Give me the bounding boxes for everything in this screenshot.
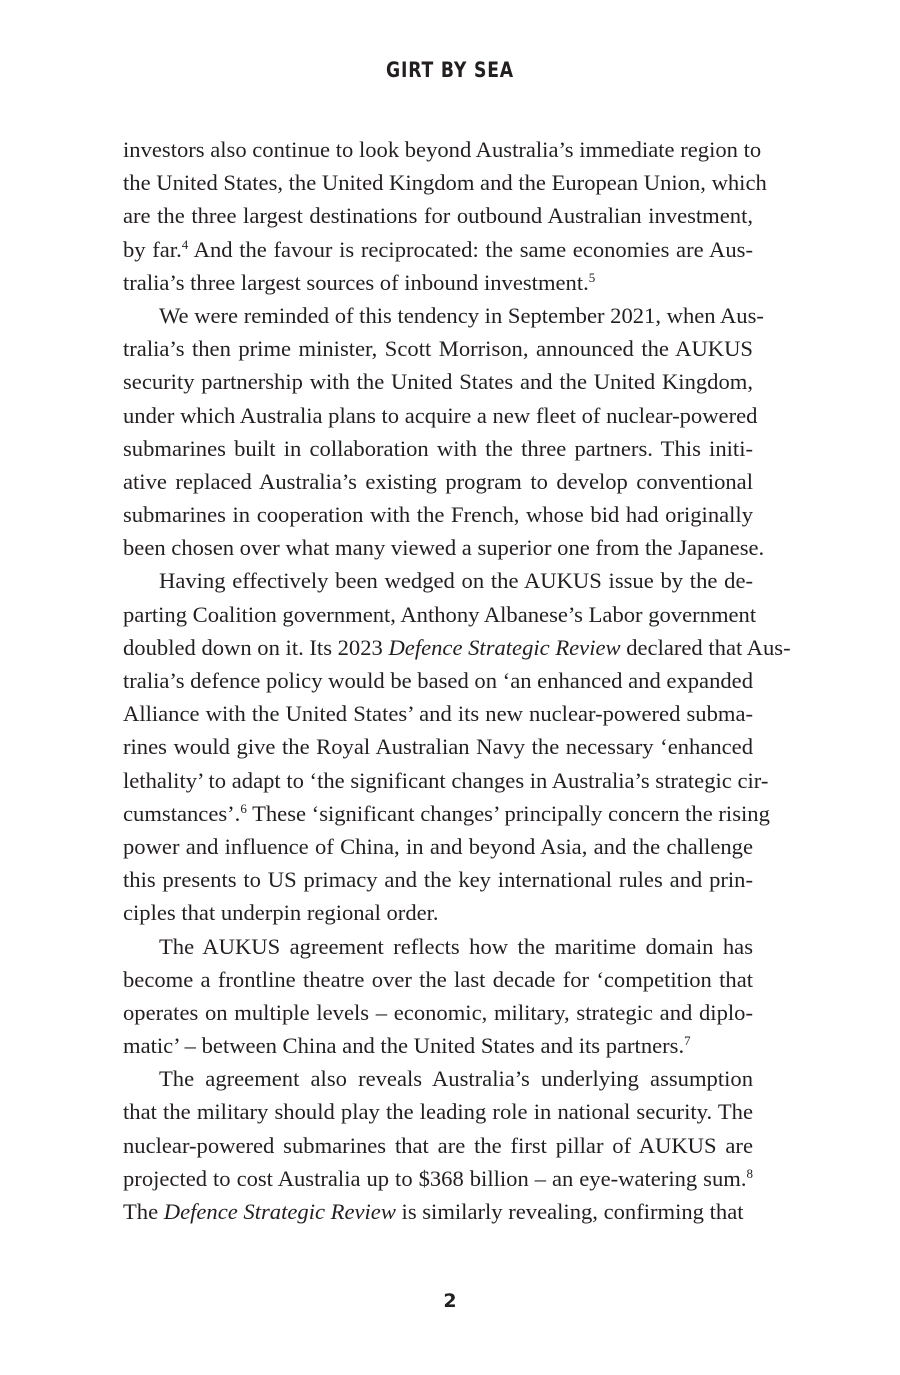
text-line: rines would give the Royal Australian Navy the necessary ‘enhanced <box>123 734 753 760</box>
footnote-marker: 6 <box>240 800 247 816</box>
text-line: the United States, the United Kingdom and the European Union, which <box>123 170 767 196</box>
text-line: projected to cost Australia up to $368 billion – an eye-watering sum.$^8$ <box>123 1165 753 1191</box>
footnote-marker: 5 <box>588 269 596 285</box>
paragraph <box>123 299 765 565</box>
text-line: matic’ – between China and the United States and its partners.$^7$ <box>123 1033 691 1059</box>
text-line: investors also continue to look beyond Australia’s immediate region to <box>123 137 762 162</box>
body-text <box>123 133 791 1228</box>
footnote-marker: 4 <box>181 236 189 252</box>
text-line: The Defence Strategic Review is similarly revealing, confirming that <box>123 1199 744 1224</box>
text-line: become a frontline theatre over the last decade for ‘competition that <box>123 966 753 992</box>
text-line: The AUKUS agreement reflects how the maritime domain has <box>159 933 753 959</box>
text-line: tralia’s three largest sources of inbound investment.$^5$ <box>123 269 596 295</box>
text-line: operates on multiple levels – economic, military, strategic and diplo- <box>123 999 753 1025</box>
text-line: submarines in cooperation with the French, whose bid had originally <box>123 502 753 528</box>
text-line: ciples that underpin regional order. <box>123 900 439 926</box>
text-line: submarines built in collaboration with the three partners. This initi- <box>123 435 753 461</box>
footnote-marker: 7 <box>684 1033 691 1049</box>
text-line: been chosen over what many viewed a superior one from the Japanese. <box>123 535 765 561</box>
paragraph <box>123 133 767 299</box>
text-line: tralia’s defence policy would be based on ‘an enhanced and expanded <box>123 668 753 693</box>
paragraph <box>123 1062 753 1228</box>
paragraph <box>123 564 791 929</box>
text-line: ative replaced Australia’s existing program to develop conventional <box>123 468 753 494</box>
text-line: tralia’s then prime minister, Scott Morrison, announced the AUKUS <box>123 336 753 362</box>
text-line: Alliance with the United States’ and its new nuclear-powered subma- <box>123 701 753 727</box>
text-line: lethality’ to adapt to ‘the significant changes in Australia’s strategic cir- <box>123 767 769 793</box>
text-line: doubled down on it. Its 2023 Defence Strategic Review declared that Aus- <box>123 634 791 660</box>
text-line: cumstances’.$^6$ These ‘significant changes’ principally concern the rising <box>123 800 770 826</box>
italic-title: Defence Strategic Review <box>388 634 621 660</box>
text-line: this presents to US primacy and the key international rules and prin- <box>123 867 753 893</box>
text-line: We were reminded of this tendency in September 2021, when Aus- <box>159 302 764 328</box>
text-line: security partnership with the United States and the United Kingdom, <box>123 369 753 395</box>
text-line: power and influence of China, in and beyond Asia, and the challenge <box>123 833 753 859</box>
footnote-marker: 8 <box>746 1165 753 1181</box>
text-line: The agreement also reveals Australia’s underlying assumption <box>159 1066 753 1092</box>
paragraph <box>123 930 753 1063</box>
text-line: are the three largest destinations for outbound Australian investment, <box>123 203 753 229</box>
text-line: by far.$^4$ And the favour is reciprocated: the same economies are Aus- <box>123 236 753 262</box>
text-line: Having effectively been wedged on the AUKUS issue by the de- <box>159 568 753 594</box>
text-line: nuclear-powered submarines that are the first pillar of AUKUS are <box>123 1132 753 1158</box>
running-head: GIRT BY SEA <box>386 58 514 82</box>
italic-title: Defence Strategic Review <box>163 1199 396 1224</box>
text-line: that the military should play the leading role in national security. The <box>123 1099 753 1125</box>
text-line: under which Australia plans to acquire a new fleet of nuclear-powered <box>123 402 758 428</box>
page-number: 2 <box>443 1290 457 1312</box>
text-line: parting Coalition government, Anthony Albanese’s Labor government <box>123 601 757 627</box>
